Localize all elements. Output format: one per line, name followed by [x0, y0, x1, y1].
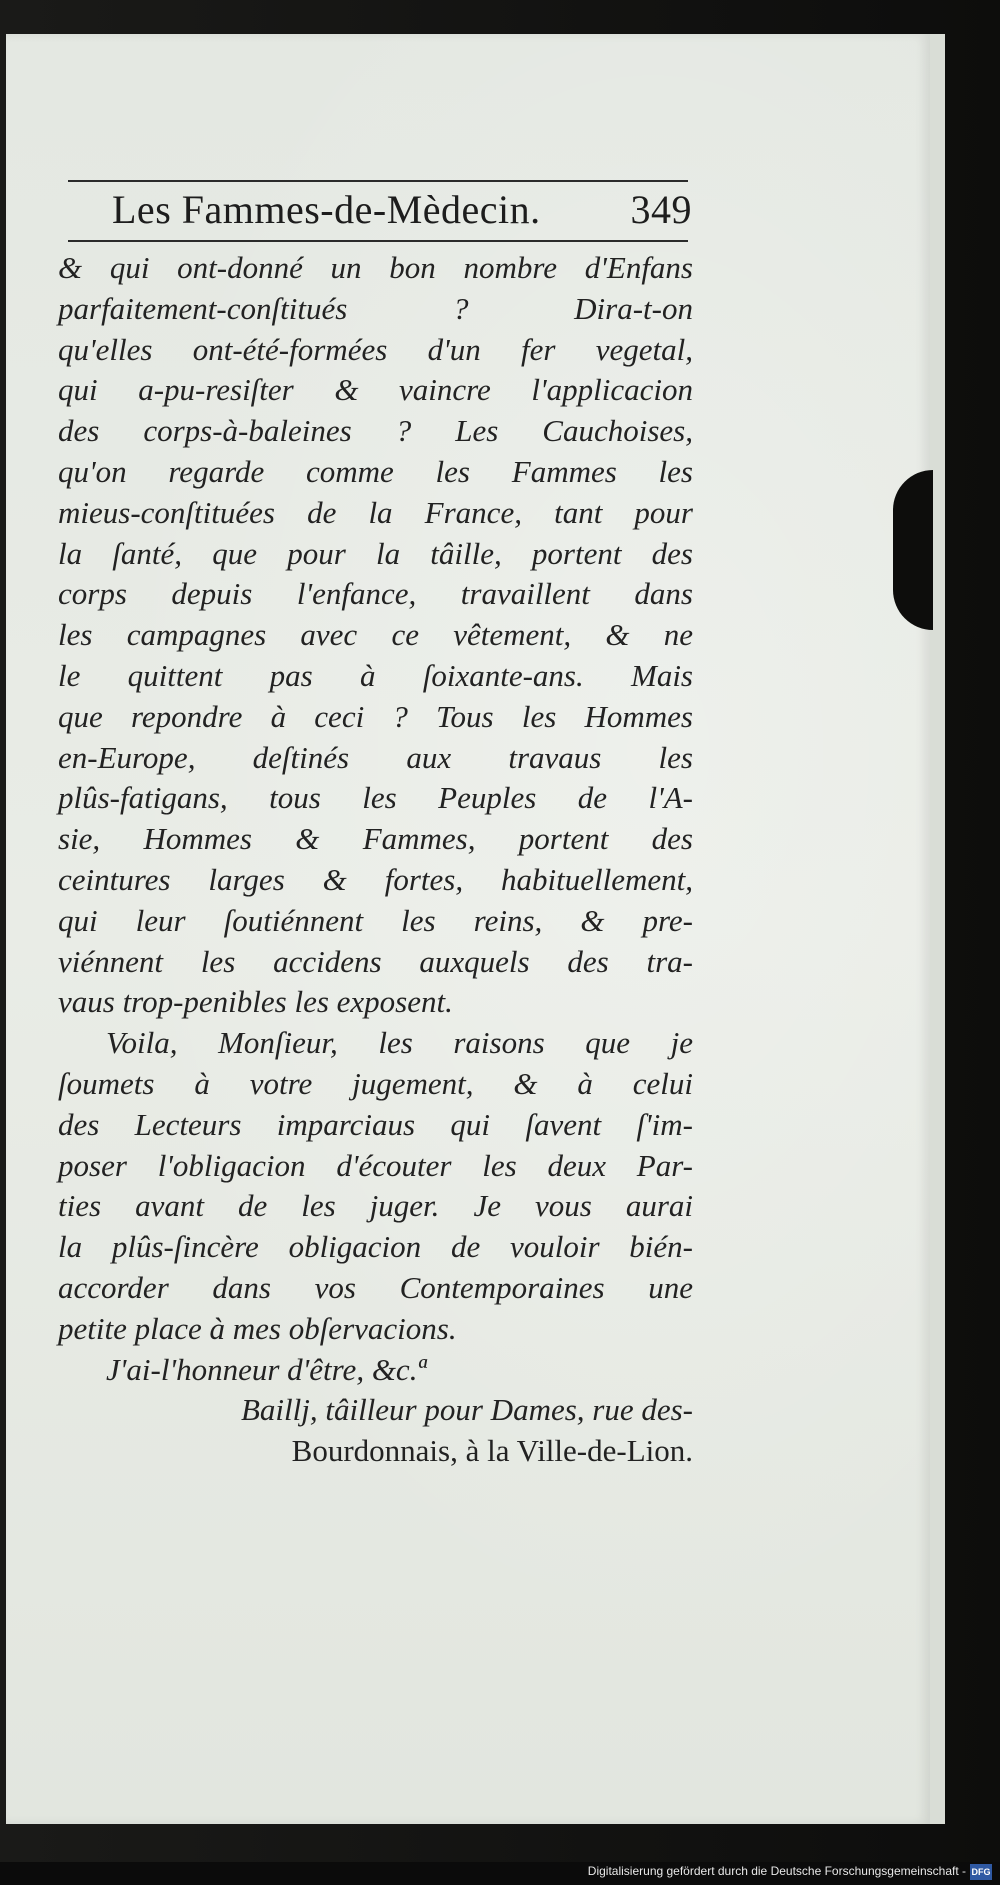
text-line: qu'elles ont-été-formées d'un fer vegetal,	[58, 331, 693, 367]
text-line: accorder dans vos Contemporaines une	[58, 1269, 693, 1305]
text-line: qu'on regarde comme les Fammes les	[58, 453, 693, 489]
page-number: 349	[630, 187, 692, 232]
header-rule-top	[68, 180, 688, 182]
text-line: mieus-conſtituées de la France, tant pour	[58, 494, 693, 530]
signature-line: Baillj, tâilleur pour Dames, rue des-	[240, 1392, 693, 1428]
text-line: la plûs-ſincère obligacion de vouloir bién-	[58, 1229, 693, 1265]
text-line: sie, Hommes & Fammes, portent des	[58, 821, 693, 857]
dfg-logo-icon: DFG	[970, 1864, 992, 1880]
text-line: ceintures larges & fortes, habituellement,	[58, 861, 693, 897]
header-rule-bottom	[68, 240, 688, 242]
text-line: viénnent les accidens auxquels des tra-	[58, 943, 693, 979]
text-line: ſoumets à votre jugement, & à celui	[58, 1065, 693, 1101]
signature-address: Bourdonnais, à la Ville-de-Lion.	[291, 1433, 693, 1469]
text-line: les campagnes avec ce vêtement, & ne	[58, 617, 693, 653]
text-line: ties avant de les juger. Je vous aurai	[58, 1188, 693, 1224]
text-line: corps depuis l'enfance, travaillent dans	[58, 576, 693, 612]
text-line: le quittent pas à ſoixante-ans. Mais	[58, 657, 693, 693]
text-line: plûs-fatigans, tous les Peuples de l'A-	[58, 780, 693, 816]
text-line: poser l'obligacion d'écouter les deux Par-	[58, 1147, 693, 1183]
text-line: petite place à mes obſervacions.	[58, 1310, 457, 1346]
text-line: des Lecteurs imparciaus qui ſavent ſ'im-	[58, 1106, 693, 1142]
text-line: en-Europe, deſtinés aux travaus les	[58, 739, 693, 775]
text-line: que repondre à ceci ? Tous les Hommes	[58, 698, 693, 734]
digitization-credit: Digitalisierung gefördert durch die Deutsche Forschungsgemeinschaft -	[587, 1864, 966, 1878]
text-line: qui a-pu-resiſter & vaincre l'applicacion	[58, 372, 693, 408]
text-line: des corps-à-baleines ? Les Cauchoises,	[58, 413, 693, 449]
running-header	[112, 186, 692, 236]
text-line: Voila, Monſieur, les raisons que je	[106, 1025, 693, 1061]
page-edge-notch	[893, 470, 933, 630]
text-line: la ſanté, que pour la tâille, portent des	[58, 535, 693, 571]
text-line: qui leur ſoutiénnent les reins, & pre-	[58, 902, 693, 938]
body-text	[58, 248, 693, 1472]
text-line: vaus trop-penibles les exposent.	[58, 984, 453, 1020]
running-title: Les Fammes-de-Mèdecin.	[112, 187, 541, 232]
text-line: J'ai-l'honneur d'être, &c.ª	[106, 1351, 426, 1387]
text-line: & qui ont-donné un bon nombre d'Enfans	[58, 250, 693, 285]
text-line: parfaitement-conſtitués ? Dira-t-on	[58, 290, 693, 326]
